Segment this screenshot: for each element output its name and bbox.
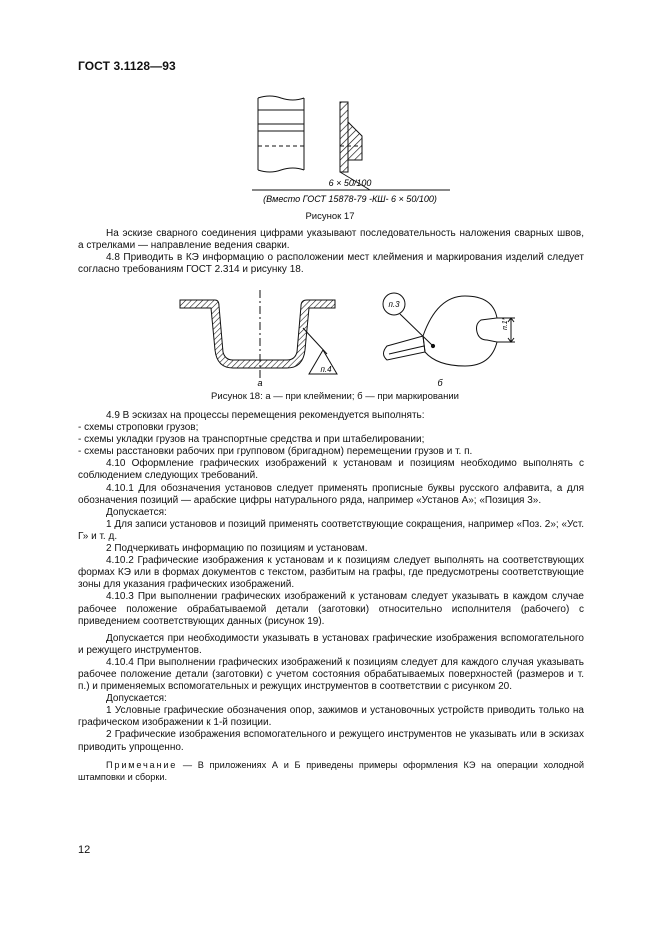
wrench-part bbox=[383, 293, 515, 366]
text-block-top bbox=[78, 228, 584, 276]
fig18-label-b: б bbox=[437, 378, 443, 388]
paragraph-underline: 2 Подчеркивать информацию по позициям и установам. bbox=[106, 543, 368, 555]
paragraph-weld-note: На эскизе сварного соединения цифрами указывают последовательность наложения сварных швов, а стрелками — направление ведения сварки. bbox=[78, 228, 584, 252]
paragraph-4-10-1: 4.10.1 Для обозначения установов следует применять прописные буквы русского алфавита, а для обозначения позиций — арабские цифры натурального ряда, например «Установ А»; «Позиция 3». bbox=[78, 482, 584, 506]
paragraph-4-10: 4.10 Оформление графических изображений к установам и позициям необходимо выполнять с соблюдением следующих требований. bbox=[78, 458, 584, 482]
fig18-label-p3: п.3 bbox=[388, 300, 400, 309]
paragraph-4-10-2: 4.10.2 Графические изображения к установам и к позициям следует выполнять на соответствующих формах КЭ или в формах документов с текстом, разбитым на графы, где предусмотрены соответствующие зоны для указания графических изображений. bbox=[78, 555, 584, 591]
paragraph-4-8: 4.8 Приводить в КЭ информацию о расположении мест клеймения и маркирования изделий следует согласно требованиям ГОСТ 2.314 и рисунку 18. bbox=[78, 252, 584, 276]
figure-18-drawing bbox=[175, 288, 535, 388]
stamped-cup bbox=[180, 290, 335, 380]
note-label: Примечание bbox=[106, 759, 178, 770]
figure-17-drawing bbox=[240, 90, 455, 208]
weld-part-right bbox=[340, 102, 362, 172]
fig18-label-p1: п.1* bbox=[502, 317, 509, 330]
paragraph-symbols: 1 Условные графические обозначения опор, зажимов и установочных устройств приводить только на графическом изображении к 1-й позиции. bbox=[78, 705, 584, 729]
paragraph-4-9: 4.9 В эскизах на процессы перемещения рекомендуется выполнять: bbox=[106, 410, 425, 421]
paragraph-allowed-2: Допускается: bbox=[106, 693, 167, 705]
fig17-dim-label: 6 × 50/100 bbox=[328, 178, 372, 188]
text-block-main bbox=[78, 410, 584, 783]
fig18-label-p4: п.4 bbox=[320, 365, 332, 374]
paragraph-simplified: 2 Графические изображения вспомогательного и режущего инструментов не указывать или в эскизах приводить упрощенно. bbox=[78, 729, 584, 753]
note-text: — В приложениях А и Б приведены примеры оформления КЭ на операции холодной штамповки и сборки. bbox=[78, 759, 584, 782]
list-item-stacking: - схемы укладки грузов на транспортные средства и при штабелировании; bbox=[78, 434, 425, 446]
fig18-label-a: а bbox=[257, 378, 263, 388]
figure-17-caption: Рисунок 17 bbox=[305, 211, 355, 222]
paragraph-4-10-3: 4.10.3 При выполнении графических изображений к установам следует указывать в каждом случае рабочее положение обрабатываемой детали (заготовки) относительно исполнителя (рабочего) с приведением соответствующих данных (рисунок 19). bbox=[78, 591, 584, 627]
paragraph-note bbox=[78, 759, 584, 783]
paragraph-allowed-1: Допускается: bbox=[106, 506, 167, 518]
page-number: 12 bbox=[78, 844, 91, 856]
paragraph-4-10-4: 4.10.4 При выполнении графических изображений к позициям следует для каждого случая указывать рабочее положение детали (заготовки) с учетом состояния обрабатываемых поверхностей (размеров и т. п.) и применяемых вспомогательных и режущих инструментов в соответствии с рисунком 20. bbox=[78, 656, 584, 693]
list-item-workers: - схемы расстановки рабочих при групповом (бригадном) перемещении грузов и т. п. bbox=[78, 446, 473, 458]
document-header: ГОСТ 3.1128—93 bbox=[78, 59, 176, 73]
weld-part-left bbox=[258, 96, 304, 172]
list-item-slinging: - схемы строповки грузов; bbox=[78, 422, 199, 434]
paragraph-aux-tools: Допускается при необходимости указывать в установах графические изображения вспомогательного и режущего инструментов. bbox=[78, 632, 584, 656]
paragraph-abbrev: 1 Для записи установов и позиций применять соответствующие сокращения, например «Поз. 2»; «Уст. Г» и т. д. bbox=[78, 518, 584, 542]
figure-18-caption: Рисунок 18: а — при клеймении; б — при маркировании bbox=[211, 391, 459, 402]
fig17-note-label: (Вместо ГОСТ 15878-79 -КШ- 6 × 50/100) bbox=[263, 194, 437, 204]
